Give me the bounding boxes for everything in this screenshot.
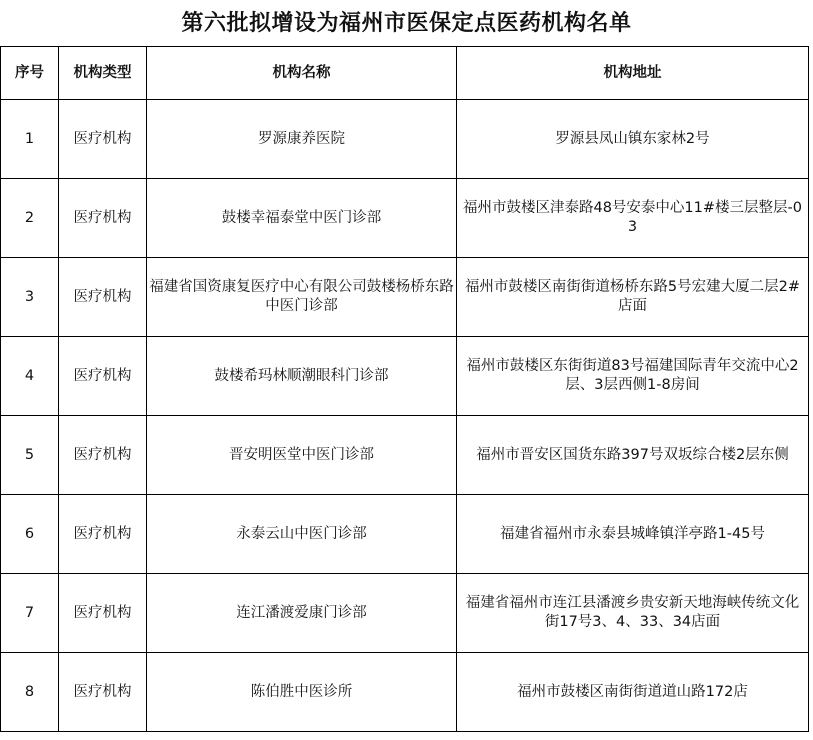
cell-index: 5	[1, 416, 59, 495]
cell-address: 福建省福州市永泰县城峰镇洋亭路1-45号	[457, 495, 809, 574]
cell-type: 医疗机构	[59, 574, 147, 653]
table-row	[1, 179, 809, 258]
cell-name: 永泰云山中医门诊部	[147, 495, 457, 574]
cell-name: 晋安明医堂中医门诊部	[147, 416, 457, 495]
cell-address: 福州市鼓楼区东街街道83号福建国际青年交流中心2层、3层西侧1-8房间	[457, 337, 809, 416]
table-row	[1, 258, 809, 337]
cell-address: 福建省福州市连江县潘渡乡贵安新天地海峡传统文化街17号3、4、33、34店面	[457, 574, 809, 653]
header-index: 序号	[1, 47, 59, 100]
cell-type: 医疗机构	[59, 337, 147, 416]
header-name: 机构名称	[147, 47, 457, 100]
cell-name: 鼓楼希玛林顺潮眼科门诊部	[147, 337, 457, 416]
cell-name: 福建省国资康复医疗中心有限公司鼓楼杨桥东路中医门诊部	[147, 258, 457, 337]
page-title: 第六批拟增设为福州市医保定点医药机构名单	[181, 11, 632, 36]
cell-type: 医疗机构	[59, 179, 147, 258]
cell-address: 福州市鼓楼区津泰路48号安泰中心11#楼三层整层-03	[457, 179, 809, 258]
cell-type: 医疗机构	[59, 100, 147, 179]
cell-name: 罗源康养医院	[147, 100, 457, 179]
cell-name: 鼓楼幸福泰堂中医门诊部	[147, 179, 457, 258]
cell-name: 陈伯胜中医诊所	[147, 653, 457, 732]
table-row	[1, 337, 809, 416]
cell-address: 福州市鼓楼区南街街道杨桥东路5号宏建大厦二层2#店面	[457, 258, 809, 337]
table-row	[1, 100, 809, 179]
cell-address: 罗源县凤山镇东家林2号	[457, 100, 809, 179]
cell-type: 医疗机构	[59, 653, 147, 732]
table-row	[1, 495, 809, 574]
cell-address: 福州市晋安区国货东路397号双坂综合楼2层东侧	[457, 416, 809, 495]
cell-address: 福州市鼓楼区南街街道道山路172店	[457, 653, 809, 732]
cell-index: 4	[1, 337, 59, 416]
institution-table	[0, 46, 809, 732]
cell-index: 7	[1, 574, 59, 653]
table-header-row	[1, 47, 809, 100]
cell-index: 8	[1, 653, 59, 732]
table-row	[1, 653, 809, 732]
cell-index: 1	[1, 100, 59, 179]
header-address: 机构地址	[457, 47, 809, 100]
cell-type: 医疗机构	[59, 258, 147, 337]
header-type: 机构类型	[59, 47, 147, 100]
cell-name: 连江潘渡爱康门诊部	[147, 574, 457, 653]
table-row	[1, 416, 809, 495]
cell-type: 医疗机构	[59, 416, 147, 495]
cell-index: 6	[1, 495, 59, 574]
table-row	[1, 574, 809, 653]
cell-index: 2	[1, 179, 59, 258]
cell-index: 3	[1, 258, 59, 337]
cell-type: 医疗机构	[59, 495, 147, 574]
